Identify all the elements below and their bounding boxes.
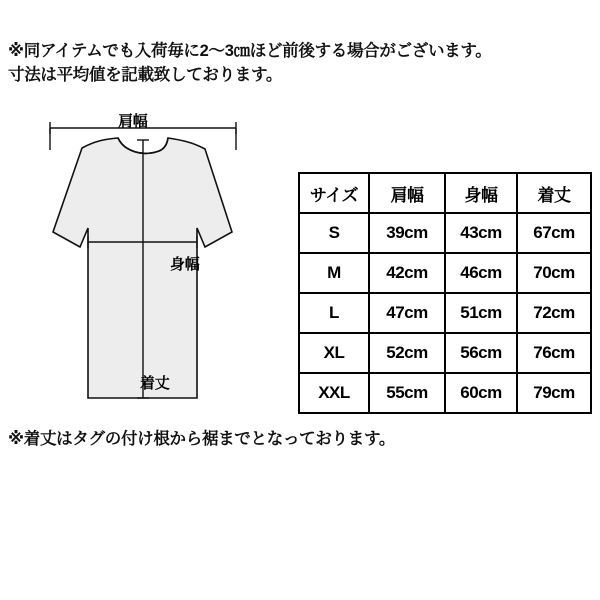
table-header-cell: サイズ (299, 173, 369, 213)
note-top (8, 40, 594, 88)
shoulder-width-label: 肩幅 (118, 113, 148, 130)
table-header-cell: 着丈 (517, 173, 591, 213)
table-cell-shoulder: 52cm (369, 333, 445, 373)
table-cell-size: M (299, 253, 369, 293)
table-cell-size: L (299, 293, 369, 333)
table-row (299, 373, 591, 413)
table-header-row (299, 173, 591, 213)
table-cell-chest: 51cm (445, 293, 517, 333)
size-table (298, 172, 592, 414)
table-cell-length: 70cm (517, 253, 591, 293)
body-length-label: 着丈 (140, 375, 170, 392)
table-cell-shoulder: 39cm (369, 213, 445, 253)
table-cell-chest: 60cm (445, 373, 517, 413)
table-row (299, 333, 591, 373)
table-cell-chest: 46cm (445, 253, 517, 293)
note-top-line2: 寸法は平均値を記載致しております。 (8, 65, 283, 84)
table-cell-chest: 43cm (445, 213, 517, 253)
table-cell-shoulder: 42cm (369, 253, 445, 293)
table-cell-length: 72cm (517, 293, 591, 333)
table-cell-length: 67cm (517, 213, 591, 253)
table-cell-size: XL (299, 333, 369, 373)
table-cell-chest: 56cm (445, 333, 517, 373)
chest-width-label: 身幅 (170, 256, 200, 273)
table-cell-shoulder: 55cm (369, 373, 445, 413)
table-header-cell: 肩幅 (369, 173, 445, 213)
note-bottom: ※着丈はタグの付け根から裾までとなっております。 (8, 430, 396, 448)
table-header-cell: 身幅 (445, 173, 517, 213)
table-cell-size: S (299, 213, 369, 253)
table-cell-shoulder: 47cm (369, 293, 445, 333)
table-row (299, 293, 591, 333)
table-row (299, 213, 591, 253)
table-cell-length: 79cm (517, 373, 591, 413)
tshirt-outline-svg (0, 110, 290, 410)
table-cell-size: XXL (299, 373, 369, 413)
table-row (299, 253, 591, 293)
garment-diagram (0, 110, 290, 410)
note-top-line1: ※同アイテムでも入荷毎に2〜3㎝ほど前後する場合がございます。 (8, 42, 492, 60)
table-cell-length: 76cm (517, 333, 591, 373)
